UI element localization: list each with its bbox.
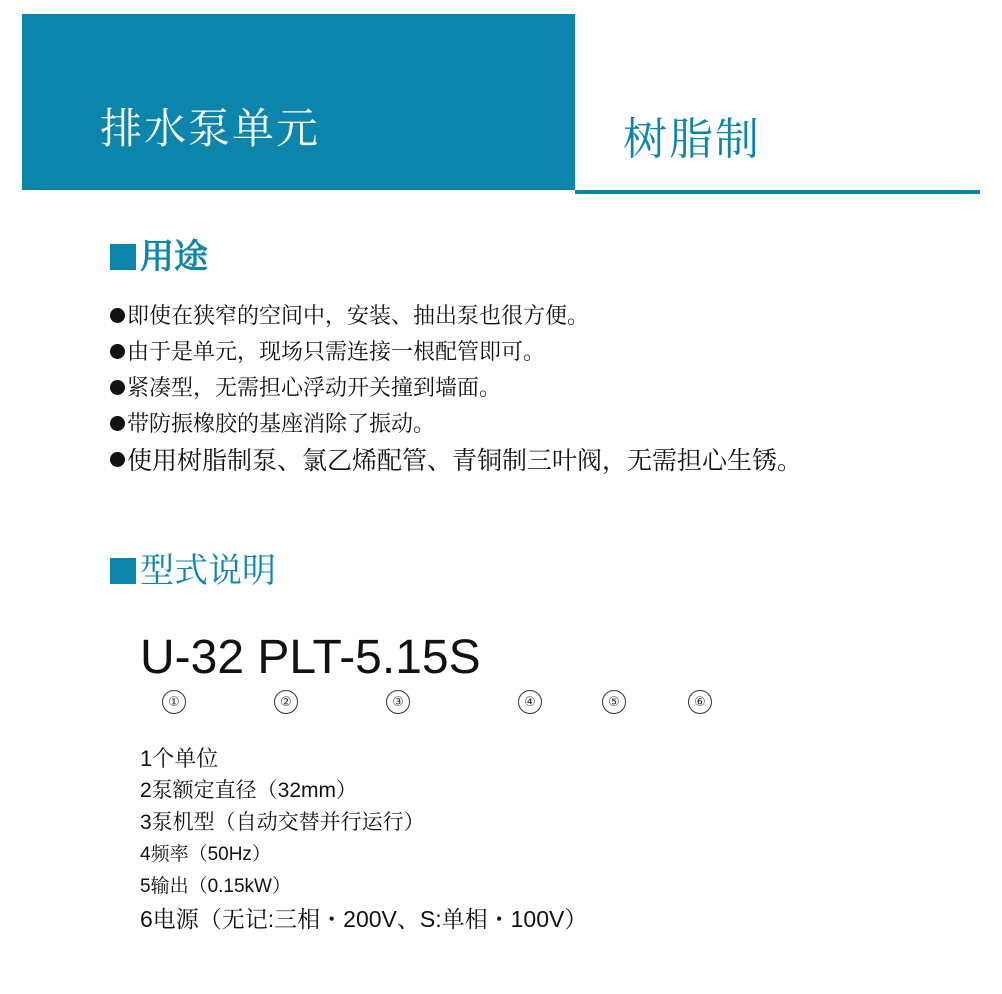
list-item [110, 338, 970, 365]
round-bullet-icon [110, 380, 125, 395]
list-item [110, 374, 970, 401]
model-legend-list [140, 744, 860, 937]
header-left-banner [22, 14, 575, 190]
legend-line-3: 3泵机型（自动交替并行运行） [140, 811, 425, 834]
model-code-text: U-32 PLT-5.15S [140, 631, 481, 684]
round-bullet-icon [110, 452, 125, 467]
model-marker-row [140, 690, 760, 716]
marker-6: ⑥ [688, 690, 712, 714]
round-bullet-icon [110, 416, 125, 431]
list-item-text: 即使在狭窄的空间中，安装、抽出泵也很方便。 [127, 303, 590, 328]
legend-line-5: 5输出（0.15kW） [140, 876, 291, 897]
legend-line-4: 4频率（50Hz） [140, 844, 271, 865]
list-item-text: 使用树脂制泵、氯乙烯配管、青铜制三叶阀，无需担心生锈。 [127, 447, 803, 475]
list-item [110, 302, 970, 329]
list-item [110, 446, 970, 476]
purpose-section-heading [110, 238, 208, 276]
model-section-heading [110, 552, 276, 590]
legend-line-6: 6电源（无记:三相・200V、S:单相・100V） [140, 906, 588, 932]
square-bullet-icon [110, 558, 136, 584]
marker-5: ⑤ [602, 690, 626, 714]
marker-2: ② [274, 690, 298, 714]
marker-4: ④ [518, 690, 542, 714]
round-bullet-icon [110, 344, 125, 359]
purpose-bullet-list [110, 302, 970, 485]
model-heading-text: 型式说明 [140, 552, 276, 590]
list-item-text: 紧凑型，无需担心浮动开关撞到墙面。 [127, 375, 502, 400]
list-item-text: 由于是单元，现场只需连接一根配管即可。 [127, 339, 546, 364]
legend-line-1: 1个单位 [140, 746, 219, 771]
header-left-title: 排水泵单元 [100, 105, 321, 152]
header-right-title: 树脂制 [623, 115, 761, 164]
list-item [110, 410, 970, 437]
legend-line-2: 2泵额定直径（32mm） [140, 779, 358, 802]
purpose-heading-text: 用途 [140, 238, 208, 276]
marker-1: ① [162, 690, 186, 714]
header-underline [575, 190, 980, 194]
header-right-banner [575, 14, 980, 190]
square-bullet-icon [110, 244, 136, 270]
list-item-text: 带防振橡胶的基座消除了振动。 [127, 411, 436, 436]
page-header [0, 14, 1002, 190]
round-bullet-icon [110, 308, 125, 323]
marker-3: ③ [386, 690, 410, 714]
